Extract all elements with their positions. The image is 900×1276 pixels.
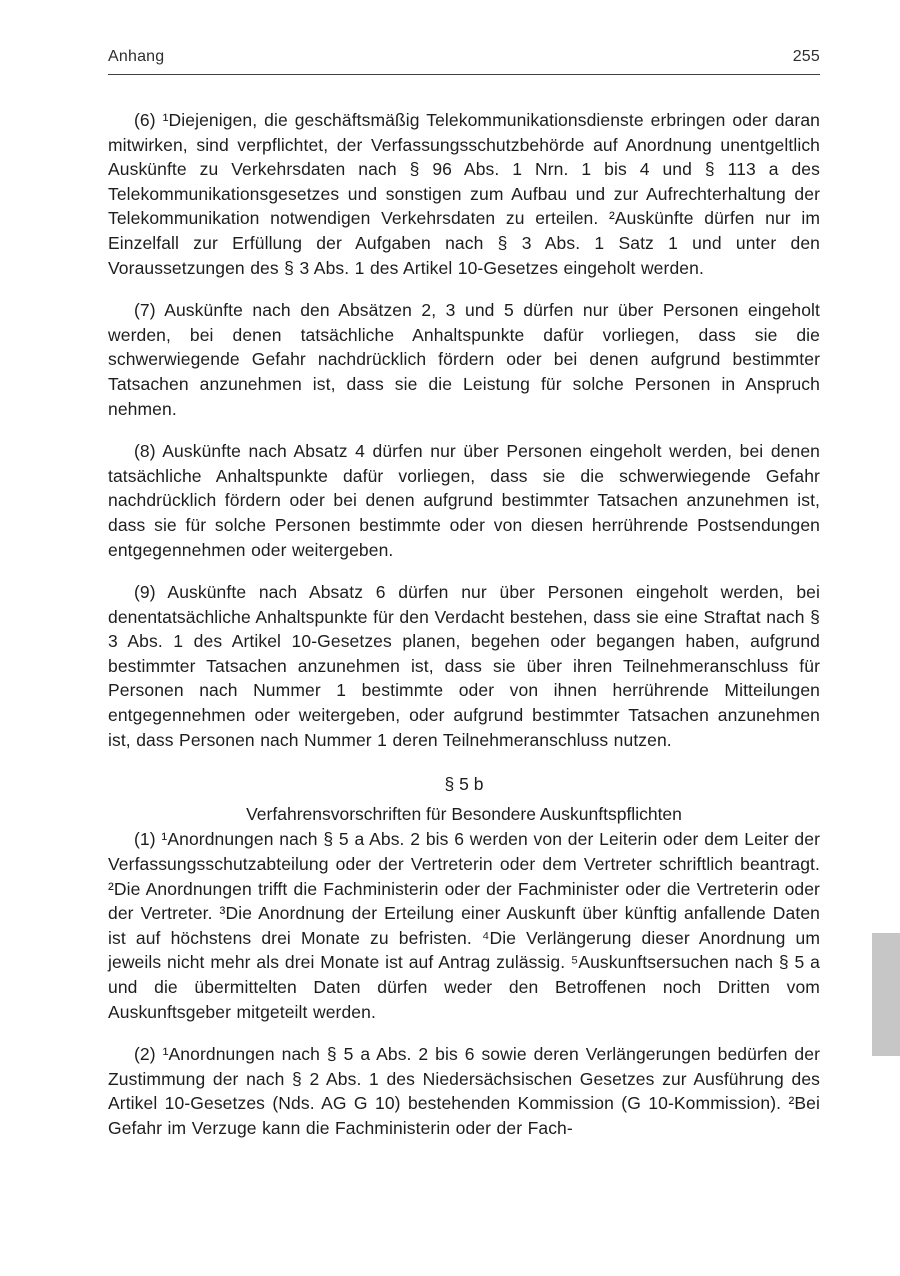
page-edge-tab-marker <box>872 933 900 1056</box>
section-heading-number: § 5 b <box>444 774 484 795</box>
paragraph-abs-6: (6) ¹Diejenigen, die geschäftsmäßig Telekommunikationsdienste erbringen oder daran mitwirken, sind verpflichtet, der Verfassungsschutzbehörde auf Anordnung unentgeltlich Auskünfte zu Verkehrsdaten nach § 96 Abs. 1 Nrn. 1 bis 4 und § 113 a des Telekommunikationsgesetzes und sonstigen zum Aufbau und zur Aufrechterhaltung der Telekommunikation notwendigen Verkehrsdaten zu erteilen. ²Auskünfte dürfen nur im Einzelfall zur Erfüllung der Aufgaben nach § 3 Abs. 1 Satz 1 und unter den Voraussetzungen des § 3 Abs. 1 des Artikel 10-Gesetzes eingeholt werden. <box>108 110 820 278</box>
section-heading-title: Verfahrensvorschriften für Besondere Auskunftspflichten <box>246 803 682 824</box>
paragraph-abs-7: (7) Auskünfte nach den Absätzen 2, 3 und 5 dürfen nur über Personen eingeholt werden, bei denen tatsächliche Anhaltspunkte dafür vorliegen, dass sie die schwerwiegende Gefahr nachdrücklich fördern oder bei denen aufgrund bestimmter Tatsachen anzunehmen ist, dass sie die Leistung für solche Personen in Anspruch nehmen. <box>108 300 820 419</box>
paragraph-abs-1: (1) ¹Anordnungen nach § 5 a Abs. 2 bis 6 werden von der Leiterin oder dem Leiter der Verfassungsschutzabteilung oder der Vertreterin oder dem Vertreter schriftlich beantragt. ²Die Anordnungen trifft die Fachministerin oder der Fachminister oder die Vertreterin oder der Vertreter. ³Die Anordnung der Erteilung einer Auskunft über künftig anfallende Daten ist auf höchstens drei Monate zu befristen. ⁴Die Verlängerung dieser Anordnung um jeweils nicht mehr als drei Monate ist auf Antrag zulässig. ⁵Auskunftsersuchen nach § 5 a und die übermittelten Daten dürfen weder den Betroffenen noch Dritten vom Auskunftsgeber mitgeteilt werden. <box>108 829 820 1022</box>
paragraph-abs-9: (9) Auskünfte nach Absatz 6 dürfen nur über Personen eingeholt werden, bei denentatsächliche Anhaltspunkte für den Verdacht bestehen, dass sie eine Straftat nach § 3 Abs. 1 des Artikel 10-Gesetzes planen, begehen oder begangen haben, aufgrund bestimmter Tatsachen anzunehmen ist, dass sie über ihren Teilnehmeranschluss für Personen nach Nummer 1 bestimmte oder von ihnen herrührende Mitteilungen entgegennehmen oder weitergeben, oder aufgrund bestimmter Tatsachen anzunehmen ist, dass Personen nach Nummer 1 deren Teilnehmeranschluss nutzen. <box>108 582 820 750</box>
page-number: 255 <box>792 48 820 65</box>
paragraph-abs-8: (8) Auskünfte nach Absatz 4 dürfen nur über Personen eingeholt werden, bei denen tatsächliche Anhaltspunkte dafür vorliegen, dass sie die schwerwiegende Gefahr nachdrücklich fördern oder bei denen aufgrund bestimmter Tatsachen anzunehmen ist, dass sie für solche Personen bestimmte oder von diesen herrührende Postsendungen entgegennehmen oder weitergeben. <box>108 441 820 560</box>
running-header-title: Anhang <box>108 48 165 65</box>
paragraph-abs-2: (2) ¹Anordnungen nach § 5 a Abs. 2 bis 6 sowie deren Verlängerungen bedürfen der Zustimmung der nach § 2 Abs. 1 des Niedersächsischen Gesetzes zur Ausführung des Artikel 10-Gesetzes (Nds. AG G 10) bestehenden Kommission (G 10-Kommission). ²Bei Gefahr im Verzuge kann die Fachministerin oder der Fach- <box>108 1044 820 1138</box>
page-body <box>108 108 820 1159</box>
page-header <box>108 48 820 75</box>
